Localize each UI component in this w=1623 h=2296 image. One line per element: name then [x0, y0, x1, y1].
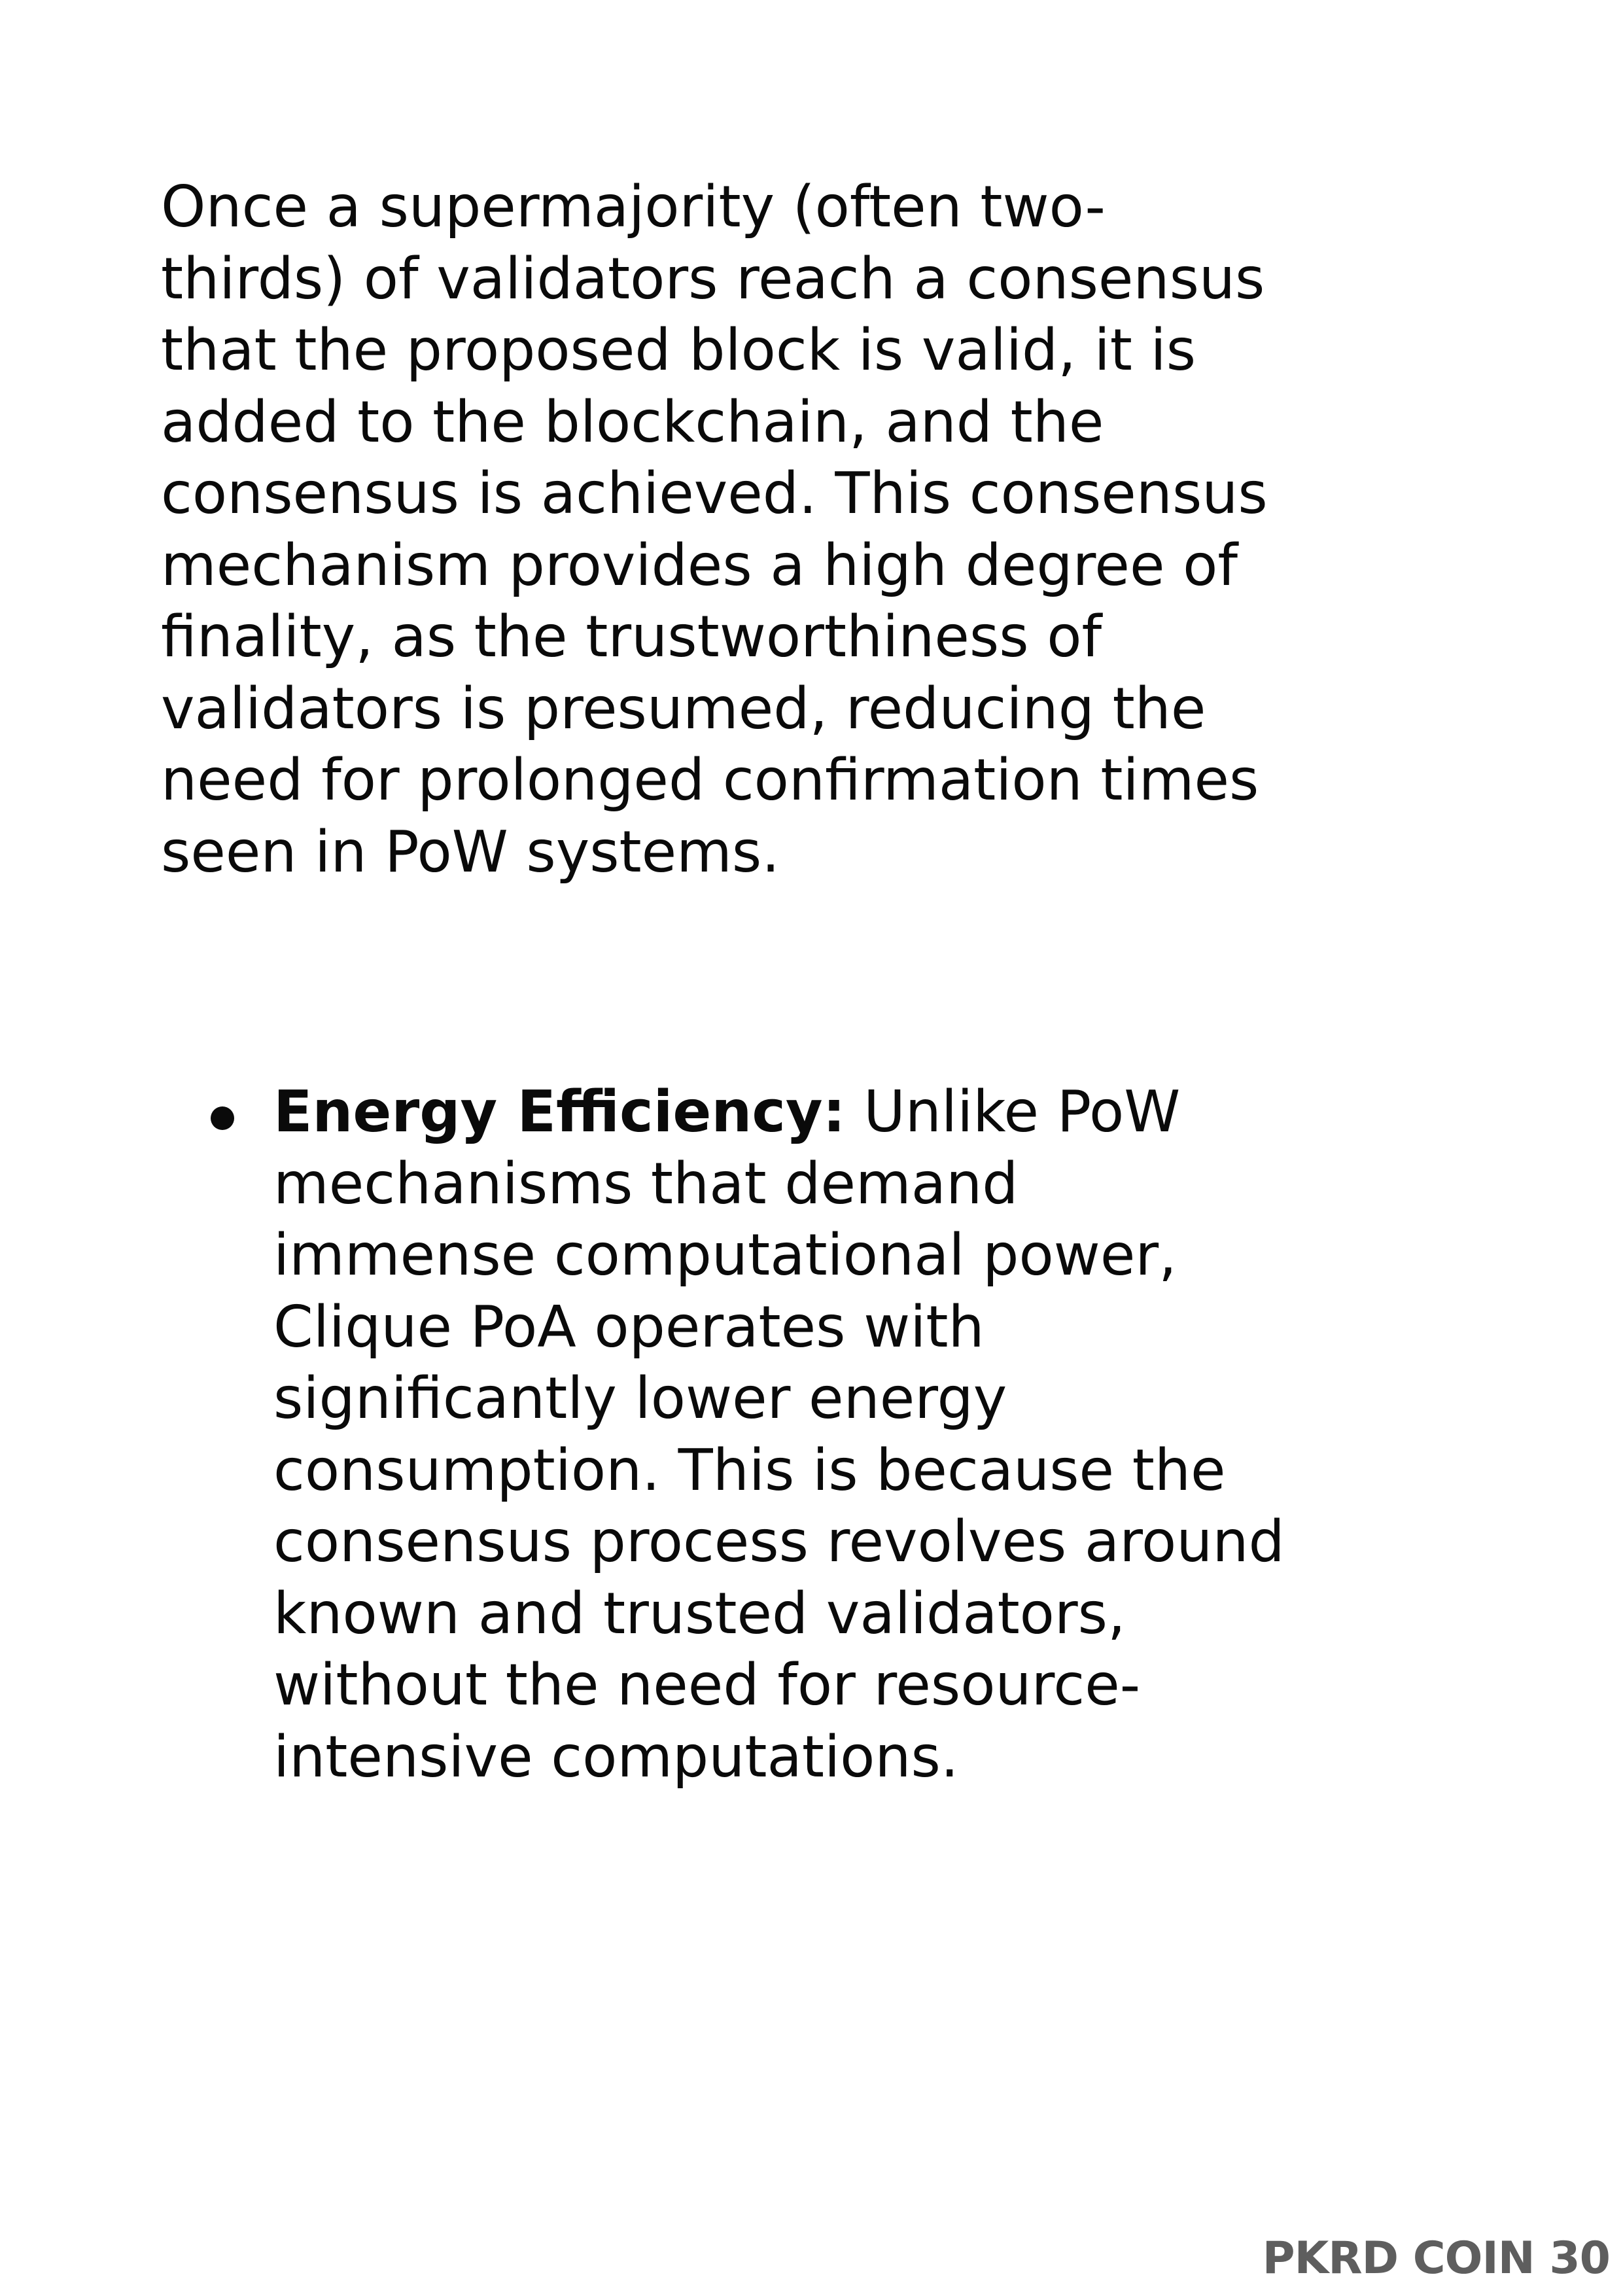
- bullet-term: Energy Efficiency:: [273, 1078, 846, 1145]
- paragraph-line: seen in PoW systems.: [161, 818, 780, 885]
- paragraph-line: that the proposed block is valid, it is: [161, 317, 1196, 383]
- paragraph-line: consensus is achieved. This consensus: [161, 460, 1268, 527]
- page-footer-label: PKRD COIN 30: [1262, 2233, 1610, 2284]
- bullet-dot-icon: [211, 1106, 234, 1130]
- paragraph-line: mechanism provides a high degree of: [161, 531, 1238, 599]
- bullet-first-line-text: Unlike PoW: [845, 1078, 1181, 1145]
- bullet-line: significantly lower energy: [273, 1365, 1007, 1432]
- bullet-line: immense computational power,: [273, 1222, 1177, 1288]
- paragraph-line: validators is presumed, reducing the: [161, 675, 1206, 742]
- bullet-line: known and trusted validators,: [273, 1580, 1126, 1647]
- bullet-line: Clique PoA operates with: [273, 1293, 985, 1360]
- bullet-list: [0, 1076, 1285, 1793]
- paragraph-line: need for prolonged confirmation times: [161, 747, 1259, 813]
- bullet-line: consumption. This is because the: [273, 1436, 1226, 1504]
- bullet-line: without the need for resource-: [273, 1651, 1141, 1718]
- body-paragraph: [161, 171, 1476, 888]
- bullet-item-energy-efficiency: [0, 1076, 1285, 1793]
- paragraph-line: Once a supermajority (often two-: [161, 173, 1106, 240]
- paragraph-line: finality, as the trustworthiness of: [161, 603, 1102, 670]
- paragraph-line: thirds) of validators reach a consensus: [161, 245, 1265, 312]
- paragraph-line: added to the blockchain, and the: [161, 388, 1104, 455]
- bullet-first-line: [273, 1076, 1285, 1148]
- bullet-line: mechanisms that demand: [273, 1150, 1019, 1217]
- bullet-line: consensus process revolves around: [273, 1508, 1285, 1575]
- bullet-line: intensive computations.: [273, 1723, 959, 1790]
